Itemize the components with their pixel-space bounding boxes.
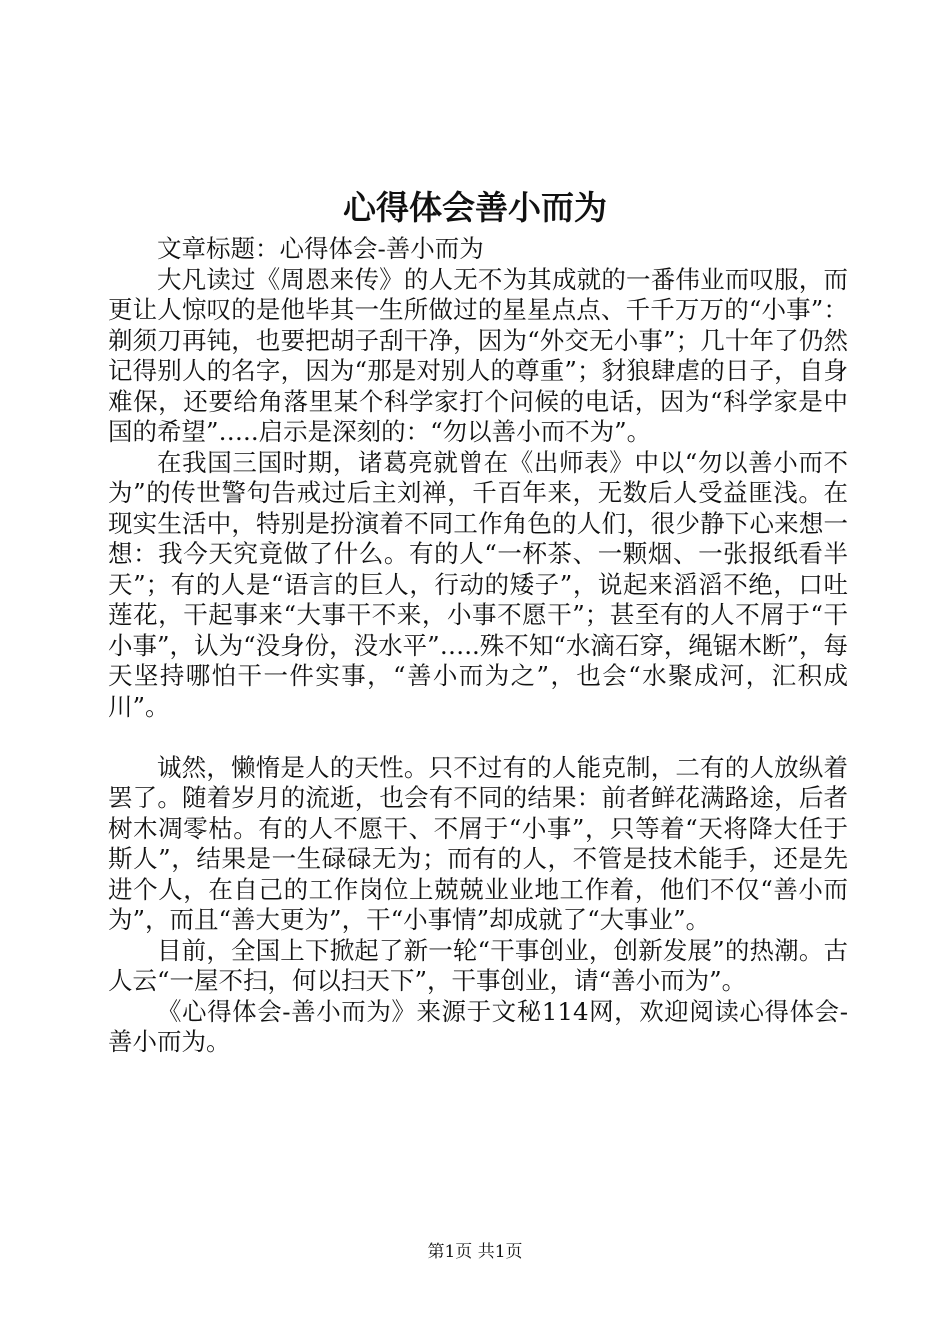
article-title-line: 文章标题：心得体会-善小而为 <box>157 234 484 263</box>
paragraph-current: 目前，全国上下掀起了新一轮“干事创业，创新发展”的热潮。古人云“一屋不扫，何以扫天下”，干事创业，请“善小而为”。 <box>108 935 848 995</box>
page-footer <box>0 1240 950 1264</box>
page-number: 第1页 共1页 <box>427 1242 523 1262</box>
paragraph-zhou-enlai: 大凡读过《周恩来传》的人无不为其成就的一番伟业而叹服，而更让人惊叹的是他毕其一生所做过的星星点点、千千万万的“小事”：剃须刀再钝，也要把胡子刮干净，因为“外交无小事”；几十年了仍然记得别人的名字，因为“那是对别人的尊重”；豺狼肆虐的日子，自身难保，还要给角落里某个科学家打个问候的电话，因为“科学家是中国的希望”…..启示是深刻的：“勿以善小而不为”。 <box>108 264 848 446</box>
document-body <box>108 234 848 1058</box>
document-title: 心得体会善小而为 <box>343 188 607 227</box>
paragraph-source: 《心得体会-善小而为》来源于文秘114网，欢迎阅读心得体会-善小而为。 <box>108 996 848 1056</box>
paragraph-laziness: 诚然，懒惰是人的天性。只不过有的人能克制，二有的人放纵着罢了。随着岁月的流逝，也会有不同的结果：前者鲜花满路途，后者树木凋零枯。有的人不愿干、不屑于“小事”，只等着“天将降大任于斯人”，结果是一生碌碌无为；而有的人，不管是技术能手，还是先进个人，在自己的工作岗位上兢兢业业地工作着，他们不仅“善小而为”，而且“善大更为”，干“小事情”却成就了“大事业”。 <box>108 752 848 934</box>
paragraph-three-kingdoms: 在我国三国时期，诸葛亮就曾在《出师表》中以“勿以善小而不为”的传世警句告戒过后主刘禅，千百年来，无数后人受益匪浅。在现实生活中，特别是扮演着不同工作角色的人们，很少静下心来想一想：我今天究竟做了什么。有的人“一杯茶、一颗烟、一张报纸看半天”；有的人是“语言的巨人，行动的矮子”，说起来滔滔不绝，口吐莲花，干起事来“大事干不来，小事不愿干”；甚至有的人不屑于“干小事”，认为“没身份，没水平”…..殊不知“水滴石穿，绳锯木断”，每天坚持哪怕干一件实事，“善小而为之”，也会“水聚成河，汇积成川”。 <box>108 447 848 721</box>
